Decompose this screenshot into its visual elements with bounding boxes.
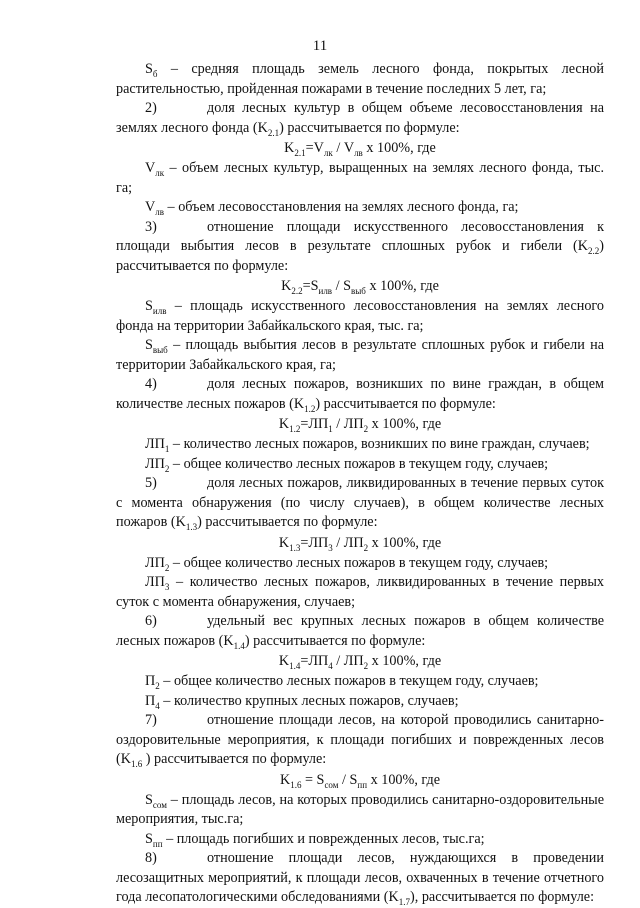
definition-text: – площадь искусственного лесовосстановления на землях лесного фонда на территории Забайкальского края, тыс. га; <box>116 298 604 334</box>
coefficient-subscript: 1.3 <box>185 521 198 532</box>
item-number: 4) <box>145 376 157 392</box>
variable-symbol: ЛП <box>145 455 165 472</box>
formula <box>116 770 604 791</box>
variable-subscript: сом <box>152 799 167 810</box>
definition-text: – площадь выбытия лесов в результате сплошных рубок и гибели на территории Забайкальского края, га; <box>116 337 604 373</box>
coefficient-subscript: 1.4 <box>233 640 245 651</box>
item-text-tail: ) рассчитывается по формуле: <box>244 632 426 649</box>
formula-coefficient: K <box>278 416 290 432</box>
coefficient-subscript: 1.6 <box>130 758 143 769</box>
item-text-tail: ), рассчитывается по формуле: <box>410 889 595 905</box>
variable-subscript: 2 <box>164 562 170 573</box>
formula <box>116 533 604 554</box>
formula-tail: x 100%, где <box>365 278 439 294</box>
formula-denominator: / S <box>332 278 351 294</box>
definition-text: – количество лесных пожаров, ликвидированных в течение первых суток с момента обнаружения, случаев; <box>116 574 604 610</box>
variable-definition <box>116 672 604 692</box>
formula-tail: x 100%, где <box>368 416 442 432</box>
variable-symbol: S <box>145 61 153 77</box>
variable-definition <box>116 435 604 455</box>
item-text-tail: ) рассчитывается по формуле: <box>197 514 378 530</box>
definition-text: – объем лесных культур, выращенных на землях лесного фонда, тыс. га; <box>116 160 604 196</box>
variable-symbol: S <box>145 337 153 353</box>
list-item <box>116 99 604 138</box>
item-number: 2) <box>145 100 157 116</box>
formula-numerator-subscript: 1 <box>328 423 333 434</box>
formula <box>116 414 604 435</box>
variable-definition <box>116 573 604 612</box>
variable-definition <box>116 692 604 712</box>
variable-definition <box>116 791 604 830</box>
variable-symbol: S <box>145 791 153 808</box>
formula-coefficient: K <box>281 278 292 294</box>
formula-numerator: = S <box>301 771 325 788</box>
coefficient-subscript: 2.1 <box>267 127 280 138</box>
formula-denominator-subscript: выб <box>351 285 366 296</box>
item-text: доля лесных пожаров, ликвидированных в течение первых суток с момента обнаружения (по числу случаев), в общем количестве лесных пожаров (K <box>116 475 604 530</box>
definition-text: – общее количество лесных пожаров в текущем году, случаев; <box>169 455 549 472</box>
formula-numerator-subscript: лк <box>323 147 333 158</box>
formula-denominator: / ЛП <box>332 416 364 432</box>
variable-symbol: ЛП <box>145 574 165 590</box>
variable-definition <box>116 830 604 850</box>
item-text: отношение площади лесов, нуждающихся в проведении лесозащитных мероприятий, к площади лесов, охваченных в течение отчетного года лесопатологическими обследованиями (K <box>116 850 604 905</box>
list-item <box>116 849 604 908</box>
coefficient-subscript: 2.2 <box>588 245 600 256</box>
page-number: 11 <box>312 38 328 54</box>
item-text: удельный вес крупных лесных пожаров в общем количестве лесных пожаров (K <box>116 613 604 649</box>
variable-subscript: пп <box>152 838 163 849</box>
item-text-tail: ) рассчитывается по формуле: <box>279 119 460 136</box>
formula-coefficient: K <box>278 653 290 669</box>
variable-symbol: V <box>145 160 156 176</box>
formula-numerator: =S <box>302 278 319 294</box>
variable-subscript: лв <box>155 206 164 217</box>
list-item <box>116 711 604 770</box>
formula-denominator-subscript: 2 <box>363 423 369 434</box>
formula-tail: x 100%, где <box>368 653 442 669</box>
variable-symbol: ЛП <box>145 436 165 452</box>
item-number: 3) <box>145 218 157 235</box>
definition-text: – количество крупных лесных пожаров, случаев; <box>159 692 459 709</box>
formula-coefficient-subscript: 2.1 <box>294 147 306 158</box>
variable-symbol: V <box>145 199 156 215</box>
formula-coefficient: K <box>278 534 290 551</box>
list-item <box>116 375 604 414</box>
variable-subscript: 2 <box>164 463 170 474</box>
variable-symbol: S <box>145 830 153 847</box>
item-text-tail: ) рассчитывается по формуле: <box>315 395 496 412</box>
formula-coefficient-subscript: 1.6 <box>290 779 302 790</box>
formula-coefficient: K <box>284 140 295 156</box>
item-text: отношение площади искусственного лесовосстановления к площади выбытия лесов в результате сплошных рубок и гибели (K <box>116 218 604 254</box>
variable-subscript: 4 <box>155 700 160 711</box>
formula <box>116 651 604 672</box>
formula-numerator-subscript: илв <box>318 285 333 296</box>
variable-symbol: П <box>145 673 156 689</box>
formula-denominator: / S <box>338 771 358 788</box>
coefficient-subscript: 1.2 <box>304 403 316 414</box>
variable-subscript: 1 <box>164 443 170 454</box>
variable-definition <box>116 159 604 198</box>
formula-denominator-subscript: 2 <box>363 542 369 553</box>
item-number: 7) <box>145 712 157 728</box>
formula-denominator-subscript: пп <box>357 779 368 790</box>
item-text: доля лесных пожаров, возникших по вине граждан, в общем количестве лесных пожаров (K <box>116 376 604 412</box>
variable-subscript: 3 <box>164 581 170 592</box>
item-number: 6) <box>145 613 157 629</box>
variable-subscript: б <box>152 68 158 79</box>
item-number: 8) <box>145 850 157 866</box>
document-body <box>116 60 604 908</box>
variable-subscript: лк <box>155 167 165 178</box>
formula-coefficient: K <box>279 771 291 788</box>
formula-denominator: / ЛП <box>332 534 364 551</box>
variable-subscript: илв <box>152 305 167 316</box>
variable-definition <box>116 198 604 218</box>
formula-tail: x 100%, где <box>362 140 436 156</box>
item-text: доля лесных культур в общем объеме лесовосстановления на землях лесного фонда (K <box>116 100 604 136</box>
formula-tail: x 100%, где <box>367 771 441 788</box>
variable-definition <box>116 554 604 574</box>
variable-definition <box>116 297 604 336</box>
variable-symbol: S <box>145 298 153 314</box>
coefficient-subscript: 1.7 <box>398 896 411 907</box>
list-item <box>116 612 604 651</box>
list-item <box>116 218 604 277</box>
formula-coefficient-subscript: 2.2 <box>291 285 303 296</box>
variable-symbol: ЛП <box>145 554 165 571</box>
formula-numerator: =ЛП <box>300 653 329 669</box>
formula-denominator-subscript: 2 <box>363 660 369 671</box>
definition-text: – площадь погибших и поврежденных лесов, тыс.га; <box>162 830 485 847</box>
formula <box>116 138 604 159</box>
formula-numerator: =ЛП <box>300 534 329 551</box>
formula-numerator-subscript: сом <box>324 779 339 790</box>
formula-coefficient-subscript: 1.4 <box>289 660 301 671</box>
variable-subscript: выб <box>152 344 168 355</box>
formula-denominator: / ЛП <box>332 653 364 669</box>
formula-denominator-subscript: лв <box>354 147 363 158</box>
definition-text: – средняя площадь земель лесного фонда, покрытых лесной растительностью, пройденная пожарами в течение последних 5 лет, га; <box>116 61 604 97</box>
formula-coefficient-subscript: 1.3 <box>289 542 301 553</box>
definition-text: – общее количество лесных пожаров в текущем году, случаев; <box>159 673 539 689</box>
formula-numerator-subscript: 4 <box>328 660 333 671</box>
formula-denominator: / V <box>332 140 355 156</box>
formula-numerator-subscript: 3 <box>328 542 333 553</box>
variable-subscript: 2 <box>155 680 160 691</box>
variable-definition <box>116 60 604 99</box>
definition-text: – площадь лесов, на которых проводились санитарно-оздоровительные мероприятия, тыс.га; <box>116 791 604 827</box>
formula <box>116 276 604 297</box>
variable-definition <box>116 336 604 375</box>
item-text-tail: ) рассчитывается по формуле: <box>116 238 604 274</box>
definition-text: – объем лесовосстановления на землях лесного фонда, га; <box>164 199 519 215</box>
item-text: отношение площади лесов, на которой проводились санитарно-оздоровительные мероприятия, к площади погибших и поврежденных лесов (K <box>116 712 604 767</box>
definition-text: – общее количество лесных пожаров в текущем году, случаев; <box>169 554 549 571</box>
variable-symbol: П <box>145 692 156 709</box>
list-item <box>116 474 604 533</box>
formula-numerator: =ЛП <box>300 416 329 432</box>
formula-numerator: =V <box>305 140 324 156</box>
formula-tail: x 100%, где <box>368 534 442 551</box>
item-number: 5) <box>145 475 157 491</box>
variable-definition <box>116 455 604 475</box>
formula-coefficient-subscript: 1.2 <box>289 423 301 434</box>
item-text-tail: ) рассчитывается по формуле: <box>142 751 327 767</box>
definition-text: – количество лесных пожаров, возникших по вине граждан, случаев; <box>169 436 590 452</box>
